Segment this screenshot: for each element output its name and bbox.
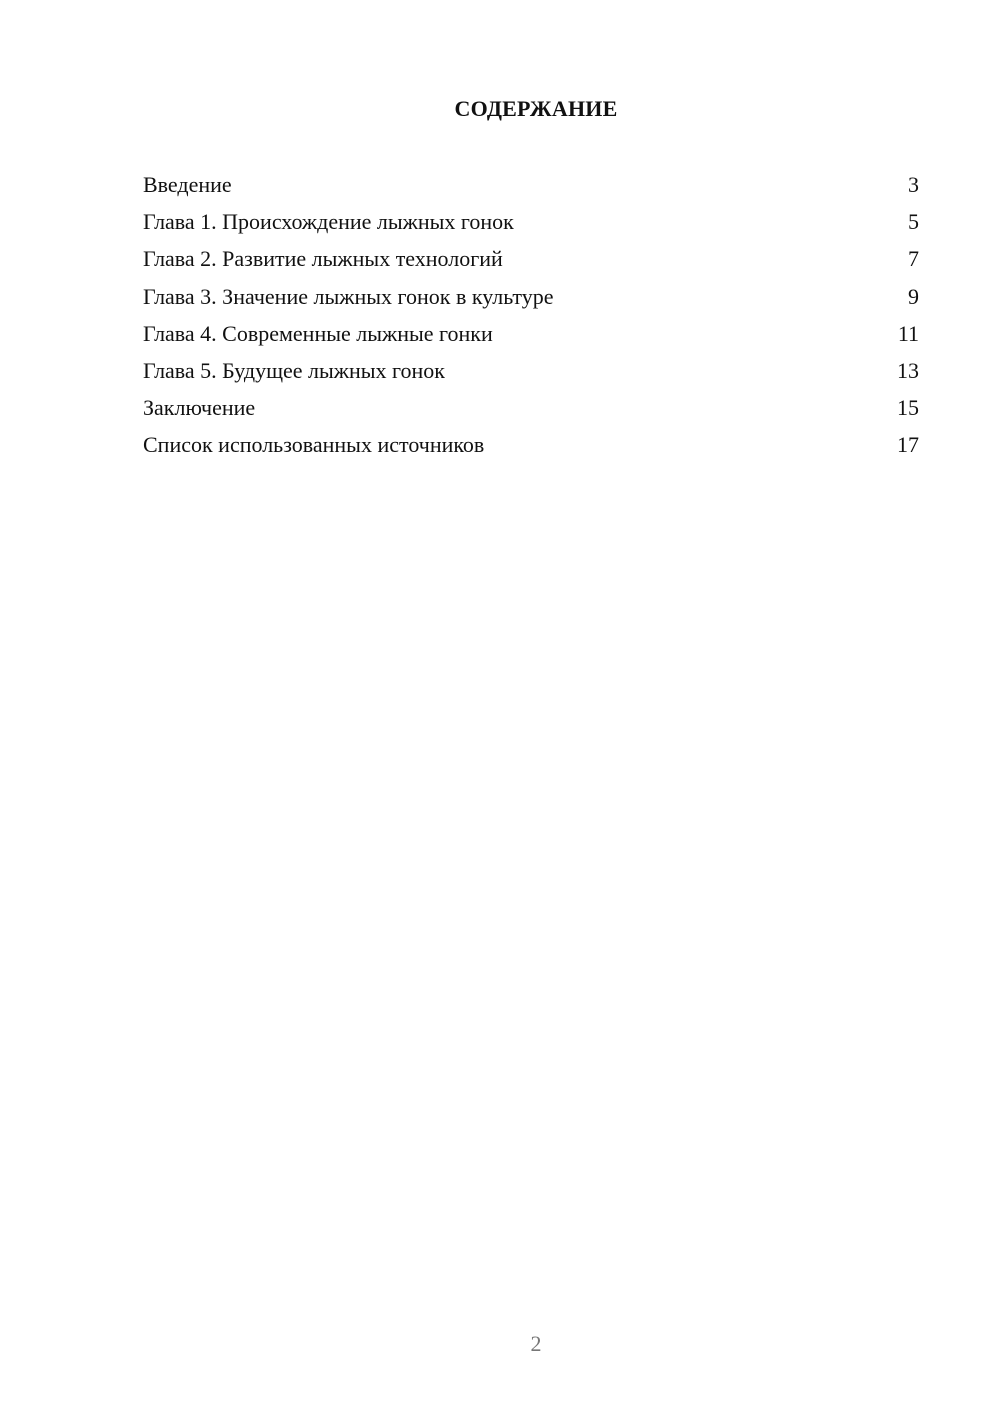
toc-entry-introduction [143, 166, 919, 203]
toc-entry-page: 13 [897, 357, 919, 383]
toc-entry-page: 17 [897, 432, 919, 458]
toc-entry-conclusion [143, 389, 919, 426]
toc-entry-label: Введение [143, 172, 232, 197]
toc-entry-label: Глава 4. Современные лыжные гонки [143, 320, 493, 346]
toc-entry-page: 5 [908, 209, 919, 235]
toc-entry-page: 9 [908, 283, 919, 309]
page-title: СОДЕРЖАНИЕ [454, 96, 618, 121]
toc-entry-references [143, 426, 919, 463]
toc-entry-page: 11 [897, 320, 919, 346]
table-of-contents [143, 166, 919, 464]
toc-entry-label: Заключение [143, 395, 256, 421]
toc-entry-label: Глава 5. Будущее лыжных гонок [143, 357, 445, 383]
toc-entry-chapter-3 [143, 278, 919, 315]
toc-entry-page: 3 [908, 172, 919, 197]
toc-entry-chapter-2 [143, 240, 919, 277]
toc-entry-page: 7 [908, 246, 919, 272]
toc-entry-page: 15 [897, 395, 919, 421]
toc-entry-chapter-1 [143, 203, 919, 240]
toc-entry-chapter-4 [143, 315, 919, 352]
toc-entry-label: Глава 1. Происхождение лыжных гонок [143, 209, 514, 235]
toc-entry-label: Глава 2. Развитие лыжных технологий [143, 246, 503, 272]
toc-entry-label: Глава 3. Значение лыжных гонок в культуре [143, 283, 554, 309]
page-number: 2 [530, 1331, 542, 1356]
toc-entry-chapter-5 [143, 352, 919, 389]
toc-entry-label: Список использованных источников [143, 432, 485, 458]
